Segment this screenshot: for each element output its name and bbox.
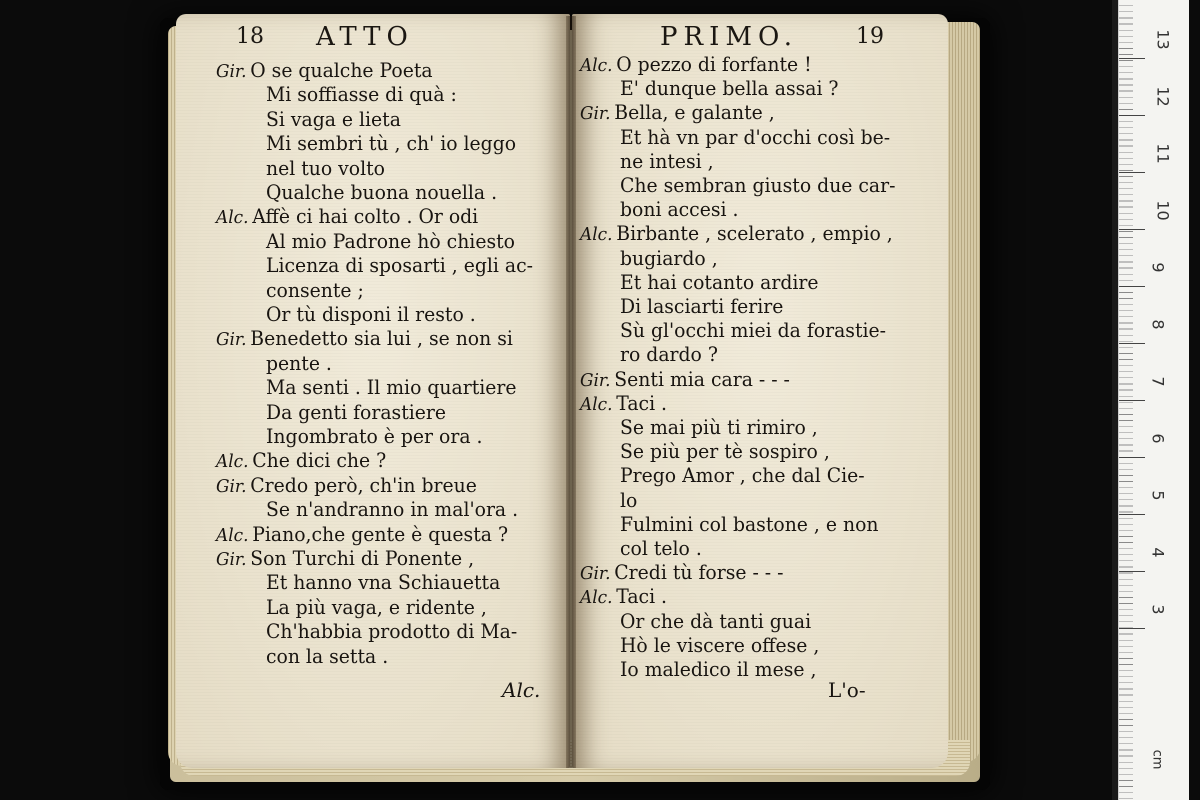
verse-text: Senti mia cara - - - bbox=[614, 366, 790, 391]
verse-text: O se qualche Poeta bbox=[250, 58, 433, 82]
text-line bbox=[216, 546, 474, 572]
speaker-label: Gir. bbox=[216, 329, 247, 351]
text-line bbox=[266, 107, 401, 131]
text-line bbox=[620, 536, 702, 560]
text-line bbox=[620, 294, 783, 318]
verse-text: Se mai più ti rimiro , bbox=[620, 415, 818, 439]
verse-text: Et hanno vna Schiauetta bbox=[266, 570, 501, 595]
speaker-label: Gir. bbox=[216, 61, 247, 82]
verse-text: Io maledico il mese , bbox=[620, 657, 817, 681]
text-line bbox=[620, 318, 886, 342]
page-number-left: 18 bbox=[236, 24, 264, 49]
verse-text: Di lasciarti ferire bbox=[620, 294, 784, 318]
text-line bbox=[266, 351, 332, 375]
text-line bbox=[620, 512, 879, 536]
verse-text: Si vaga e lieta bbox=[266, 106, 401, 131]
verse-text: Ch'habbia prodotto di Ma- bbox=[266, 619, 518, 644]
verse-text: Al mio Padrone hò chiesto bbox=[266, 228, 515, 253]
ruler-major-tick bbox=[1119, 172, 1145, 173]
text-line bbox=[580, 391, 667, 417]
text-line bbox=[266, 644, 388, 668]
text-line bbox=[620, 463, 865, 487]
text-line bbox=[266, 278, 364, 302]
speaker-label: Gir. bbox=[216, 475, 247, 497]
text-line bbox=[266, 619, 517, 643]
verse-text: bugiardo , bbox=[620, 245, 718, 270]
text-line bbox=[580, 584, 667, 610]
text-line bbox=[620, 246, 718, 270]
verse-text: Or che dà tanti guai bbox=[620, 608, 812, 633]
speaker-label: Gir. bbox=[580, 103, 611, 125]
catchword-right: L'o- bbox=[828, 678, 866, 702]
text-line bbox=[620, 270, 818, 294]
ruler-label: 3 bbox=[1148, 604, 1168, 615]
verse-text: Taci . bbox=[616, 390, 668, 415]
text-line bbox=[266, 253, 533, 277]
text-line bbox=[580, 367, 790, 393]
ruler-unit: cm bbox=[1149, 749, 1165, 770]
text-line bbox=[216, 58, 433, 84]
text-line bbox=[266, 375, 517, 399]
verse-text: Or tù disponi il resto . bbox=[266, 302, 476, 326]
speaker-label: Alc. bbox=[580, 587, 613, 609]
text-line bbox=[266, 595, 487, 619]
verse-text: Se n'andranno in mal'ora . bbox=[266, 497, 519, 522]
text-line bbox=[580, 100, 775, 126]
text-line bbox=[620, 657, 816, 681]
speaker-label: Gir. bbox=[216, 549, 247, 570]
ruler-major-tick bbox=[1119, 58, 1145, 59]
ruler-label: 8 bbox=[1148, 319, 1168, 330]
text-line bbox=[266, 229, 515, 253]
verse-text: La più vaga, e ridente , bbox=[266, 594, 487, 619]
book-gutter bbox=[566, 16, 576, 768]
ruler-label: 7 bbox=[1148, 376, 1168, 387]
text-line bbox=[620, 439, 830, 463]
verse-text: Qualche buona nouella . bbox=[266, 180, 498, 204]
ruler-major-tick bbox=[1119, 343, 1145, 344]
text-line bbox=[620, 415, 818, 439]
text-line bbox=[216, 473, 477, 499]
catchword-left: Alc. bbox=[502, 678, 541, 702]
verse-text: lo bbox=[620, 487, 638, 512]
verse-text: Piano,che gente è questa ? bbox=[252, 521, 509, 546]
left-page bbox=[176, 14, 570, 768]
ruler-major-tick bbox=[1119, 457, 1145, 458]
ruler-major-tick bbox=[1119, 115, 1145, 116]
ruler-label: 10 bbox=[1153, 200, 1173, 221]
verse-text: Bella, e galante , bbox=[614, 100, 775, 125]
text-line bbox=[266, 131, 516, 155]
running-head-left: ATTO bbox=[316, 22, 414, 52]
ruler-label: 11 bbox=[1153, 143, 1173, 164]
text-line bbox=[620, 173, 895, 197]
ruler-label: 12 bbox=[1153, 86, 1173, 107]
verse-text: Birbante , scelerato , empio , bbox=[616, 221, 893, 246]
text-line bbox=[620, 197, 738, 221]
ruler-label: 6 bbox=[1148, 433, 1168, 444]
ruler-major-tick bbox=[1119, 286, 1145, 287]
speaker-label: Alc. bbox=[580, 224, 613, 246]
verse-text: con la setta . bbox=[266, 643, 389, 668]
text-line bbox=[266, 400, 446, 424]
text-line bbox=[216, 326, 513, 352]
verse-text: nel tuo volto bbox=[266, 155, 386, 180]
verse-text: Benedetto sia lui , se non si bbox=[250, 326, 513, 351]
text-line bbox=[216, 204, 478, 230]
text-line bbox=[580, 52, 812, 78]
speaker-label: Alc. bbox=[580, 393, 613, 415]
verse-text: Son Turchi di Ponente , bbox=[250, 546, 475, 570]
text-line bbox=[620, 76, 839, 100]
verse-text: pente . bbox=[266, 350, 332, 375]
text-line bbox=[216, 448, 386, 474]
text-line bbox=[266, 156, 385, 180]
page-number-right: 19 bbox=[856, 24, 884, 49]
verse-text: Taci . bbox=[616, 584, 668, 609]
ruler-label: 4 bbox=[1148, 547, 1168, 558]
verse-text: Da genti forastiere bbox=[266, 399, 446, 424]
text-line bbox=[620, 633, 819, 657]
verse-text: Credo però, ch'in breue bbox=[250, 472, 477, 497]
verse-text: Et hai cotanto ardire bbox=[620, 269, 819, 294]
text-line bbox=[266, 424, 482, 448]
speaker-label: Alc. bbox=[216, 207, 249, 229]
text-line bbox=[266, 497, 518, 521]
speaker-label: Alc. bbox=[216, 524, 249, 546]
text-line bbox=[266, 570, 500, 594]
ruler-label: 13 bbox=[1153, 29, 1173, 50]
text-line bbox=[266, 180, 497, 204]
verse-text: boni accesi . bbox=[620, 197, 739, 222]
text-line bbox=[620, 149, 714, 173]
ruler-major-tick bbox=[1119, 400, 1145, 401]
ruler-major-tick bbox=[1119, 628, 1145, 629]
text-line bbox=[620, 488, 637, 512]
verse-text: Che dici che ? bbox=[252, 448, 387, 473]
text-line bbox=[580, 560, 783, 586]
ruler-major-tick bbox=[1119, 229, 1145, 230]
text-line bbox=[216, 522, 508, 548]
running-head-right: PRIMO. bbox=[660, 22, 799, 52]
verse-text: Mi sembri tù , ch' io leggo bbox=[266, 131, 517, 156]
verse-text: Sù gl'occhi miei da forastie- bbox=[620, 318, 886, 343]
ruler-label: 5 bbox=[1148, 490, 1168, 501]
verse-text: ne intesi , bbox=[620, 148, 714, 173]
text-line bbox=[266, 82, 457, 106]
verse-text: O pezzo di forfante ! bbox=[616, 52, 812, 76]
text-line bbox=[620, 342, 718, 366]
verse-text: Mi soffiasse di quà : bbox=[266, 82, 457, 107]
verse-text: Prego Amor , che dal Cie- bbox=[620, 463, 865, 488]
verse-text: Licenza di sposarti , egli ac- bbox=[266, 253, 533, 278]
text-line bbox=[620, 125, 890, 149]
verse-text: ro dardo ? bbox=[620, 342, 718, 367]
verse-text: Ma senti . Il mio quartiere bbox=[266, 375, 517, 400]
verse-text: Ingombrato è per ora . bbox=[266, 424, 483, 448]
verse-text: consente ; bbox=[266, 277, 364, 302]
text-line bbox=[266, 302, 476, 326]
verse-text: Affè ci hai colto . Or odi bbox=[252, 204, 479, 229]
text-line bbox=[580, 221, 893, 247]
speaker-label: Alc. bbox=[216, 451, 249, 473]
text-line bbox=[620, 609, 811, 633]
verse-text: Che sembran giusto due car- bbox=[620, 173, 896, 197]
speaker-label: Gir. bbox=[580, 563, 611, 585]
ruler-major-tick bbox=[1119, 571, 1145, 572]
speaker-label: Alc. bbox=[580, 55, 613, 76]
speaker-label: Gir. bbox=[580, 369, 611, 391]
verse-text: E' dunque bella assai ? bbox=[620, 76, 839, 101]
right-page bbox=[572, 14, 948, 768]
measuring-ruler bbox=[1118, 0, 1189, 800]
verse-text: Se più per tè sospiro , bbox=[620, 439, 830, 464]
verse-text: Et hà vn par d'occhi così be- bbox=[620, 124, 891, 149]
verse-text: Fulmini col bastone , e non bbox=[620, 511, 879, 536]
ruler-major-tick bbox=[1119, 514, 1145, 515]
verse-text: col telo . bbox=[620, 536, 702, 560]
verse-text: Credi tù forse - - - bbox=[614, 560, 784, 585]
ruler-label: 9 bbox=[1148, 262, 1168, 273]
verse-text: Hò le viscere offese , bbox=[620, 632, 820, 657]
